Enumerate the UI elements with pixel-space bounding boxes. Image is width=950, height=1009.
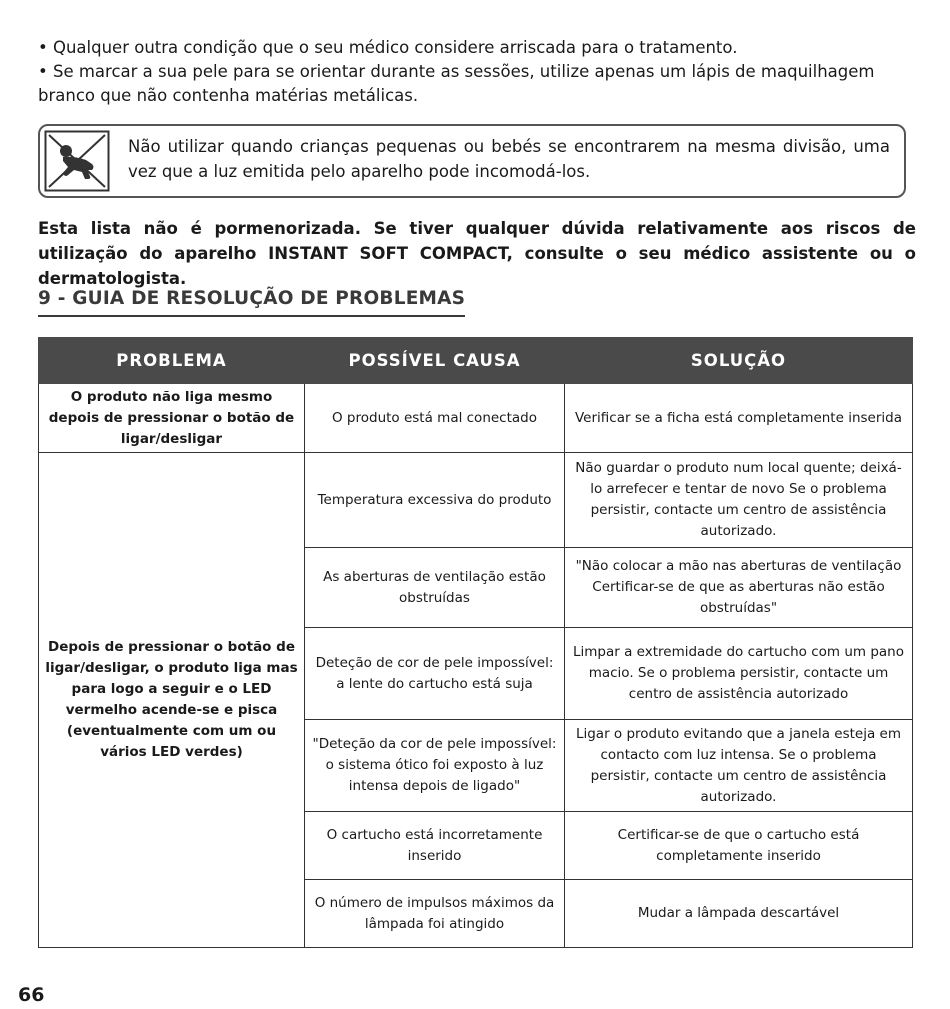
troubleshooting-table xyxy=(38,337,913,948)
section-title: 9 - GUIA DE RESOLUÇÃO DE PROBLEMAS xyxy=(38,288,465,317)
header-problem: PROBLEMA xyxy=(39,338,305,384)
notice-text: Esta lista não é pormenorizada. Se tiver qualquer dúvida relativamente aos riscos de utilização do aparelho INSTANT SOFT COMPACT, consulte o seu médico assistente ou o dermatologista. xyxy=(38,219,916,288)
cause-cell: Temperatura excessiva do produto xyxy=(305,453,565,548)
cause-cell: As aberturas de ventilação estão obstruídas xyxy=(305,548,565,628)
solution-cell: Limpar a extremidade do cartucho com um pano macio. Se o problema persistir, contacte um centro de assistência autorizado xyxy=(565,628,913,720)
solution-cell: Não guardar o produto num local quente; deixá-lo arrefecer e tentar de novo Se o problema persistir, contacte um centro de assistência autorizado. xyxy=(565,453,913,548)
cause-cell: "Deteção da cor de pele impossível: o sistema ótico foi exposto à luz intensa depois de ligado" xyxy=(305,720,565,812)
bullet-item: • Se marcar a sua pele para se orientar durante as sessões, utilize apenas um lápis de maquilhagem branco que não contenha matérias metálicas. xyxy=(38,62,875,105)
header-cause: POSSÍVEL CAUSA xyxy=(305,338,565,384)
bullet-item: • Qualquer outra condição que o seu médico considere arriscada para o tratamento. xyxy=(38,38,738,57)
cause-cell: Deteção de cor de pele impossível: a lente do cartucho está suja xyxy=(305,628,565,720)
solution-cell: Verificar se a ficha está completamente inserida xyxy=(565,384,913,453)
table-header-row xyxy=(39,338,913,384)
bullet-list xyxy=(38,36,916,108)
warning-text: Não utilizar quando crianças pequenas ou bebés se encontrarem na mesma divisão, uma vez que a luz emitida pelo aparelho pode incomodá-los. xyxy=(128,137,890,181)
solution-cell: "Não colocar a mão nas aberturas de ventilação Certificar-se de que as aberturas não estão obstruídas" xyxy=(565,548,913,628)
problem-cell: Depois de pressionar o botão de ligar/desligar, o produto liga mas para logo a seguir e o LED vermelho acende-se e pisca (eventualmente com um ou vários LED verdes) xyxy=(39,453,305,948)
no-babies-icon xyxy=(44,130,110,192)
table-row xyxy=(39,453,913,548)
solution-cell: Ligar o produto evitando que a janela esteja em contacto com luz intensa. Se o problema persistir, contacte um centro de assistência autorizado. xyxy=(565,720,913,812)
cause-cell: O número de impulsos máximos da lâmpada foi atingido xyxy=(305,880,565,948)
header-solution: SOLUÇÃO xyxy=(565,338,913,384)
solution-cell: Mudar a lâmpada descartável xyxy=(565,880,913,948)
cause-cell: O produto está mal conectado xyxy=(305,384,565,453)
solution-cell: Certificar-se de que o cartucho está completamente inserido xyxy=(565,812,913,880)
cause-cell: O cartucho está incorretamente inserido xyxy=(305,812,565,880)
warning-box xyxy=(38,124,906,198)
table-row xyxy=(39,384,913,453)
page-number: 66 xyxy=(18,984,45,1006)
problem-cell: O produto não liga mesmo depois de pressionar o botão de ligar/desligar xyxy=(39,384,305,453)
